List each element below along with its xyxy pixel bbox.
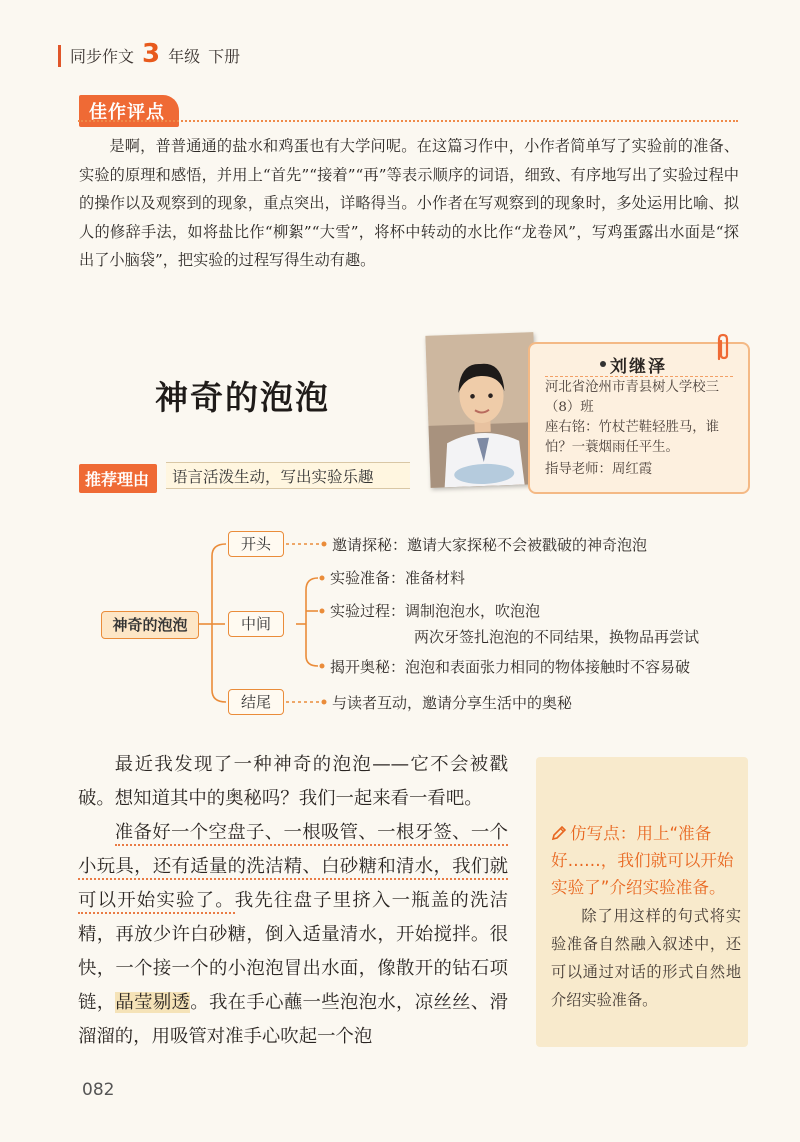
essay-paragraph-1: 最近我发现了一种神奇的泡泡——它不会被戳破。想知道其中的奥秘吗？我们一起来看一看吧。 xyxy=(78,754,508,809)
mindmap-leaf: 与读者互动，邀请分享生活中的奥秘 xyxy=(332,694,573,712)
mindmap-node-opening: 开头 xyxy=(228,531,284,557)
header-grade-number: 3 xyxy=(142,39,161,69)
side-note-head xyxy=(551,820,741,901)
recommendation-text: 语言活泼生动，写出实验乐趣 xyxy=(172,468,374,486)
mindmap-node-middle: 中间 xyxy=(228,611,284,637)
page-number: 082 xyxy=(82,1080,115,1100)
header-series: 同步作文 xyxy=(70,47,135,66)
author-school: 河北省沧州市青县树人学校三（8）班 xyxy=(545,380,720,415)
essay-body xyxy=(78,748,508,1054)
imitation-sentence: 准备好一个空盘子、一根吸管、一根牙签、一个小玩具，还有适量的洗洁精、白砂糖和清水，我们就可以开始实验了。 xyxy=(78,822,508,914)
author-teacher: 指导老师：周红霞 xyxy=(545,462,653,477)
side-note-body: 除了用这样的句式将实验准备自然融入叙述中，还可以通过对话的形式自然地介绍实验准备。 xyxy=(551,907,741,1009)
highlighted-word: 晶莹剔透 xyxy=(115,992,191,1013)
author-name: 刘继泽 xyxy=(610,357,667,377)
mindmap-leaf: 实验准备：准备材料 xyxy=(330,569,466,587)
essay-text-span: 我先往盘子里挤入一瓶盖的洗洁精，再放少许白砂糖，倒入适量清水，开始搅拌。很快，一个接一个的小泡泡冒出水面，像散开的钻石项链， xyxy=(78,890,508,1013)
mindmap-leaf: 实验过程：调制泡泡水，吹泡泡 xyxy=(330,602,541,620)
author-motto: 座右铭：竹杖芒鞋轻胜马，谁怕？一蓑烟雨任平生。 xyxy=(545,420,720,455)
essay-title: 神奇的泡泡 xyxy=(155,378,330,417)
side-note-title: 仿写点：用上“准备好……，我们就可以开始实验了”介绍实验准备。 xyxy=(551,824,734,897)
mindmap-root: 神奇的泡泡 xyxy=(101,611,199,639)
header-grade: 年级 xyxy=(168,47,201,66)
essay-text-span: 。我在手心蘸一些泡泡水，凉丝丝、滑溜溜的，用吸管对准手心吹起一个泡 xyxy=(78,992,508,1047)
recommendation-tag: 推荐理由 xyxy=(79,464,157,493)
mindmap-node-ending: 结尾 xyxy=(228,689,284,715)
review-tag: 佳作评点 xyxy=(79,95,179,127)
mindmap-leaf: 邀请探秘：邀请大家探秘不会被戳破的神奇泡泡 xyxy=(332,536,648,554)
header-volume: 下册 xyxy=(208,47,241,66)
essay-paragraph-2 xyxy=(78,816,508,1054)
mindmap-leaf: 揭开奥秘：泡泡和表面张力相同的物体接触时不容易破 xyxy=(330,658,691,676)
mindmap-leaf: 两次牙签扎泡泡的不同结果，换物品再尝试 xyxy=(414,628,700,646)
pencil-icon xyxy=(551,825,567,841)
review-paragraph: 是啊，普普通通的盐水和鸡蛋也有大学问呢。在这篇习作中，小作者简单写了实验前的准备、实验的原理和感悟，并用上“首先”“接着”“再”等表示顺序的词语，细致、有序地写出了实验过程中的操作以及观察到的现象，重点突出，详略得当。小作者在写观察到的现象时，多处运用比喻、拟人的修辞手法，如将盐比作“柳絮”“大雪”，将杯中转动的水比作“龙卷风”，写鸡蛋露出水面是“探出了小脑袋”，把实验的过程写得生动有趣。 xyxy=(79,137,739,270)
